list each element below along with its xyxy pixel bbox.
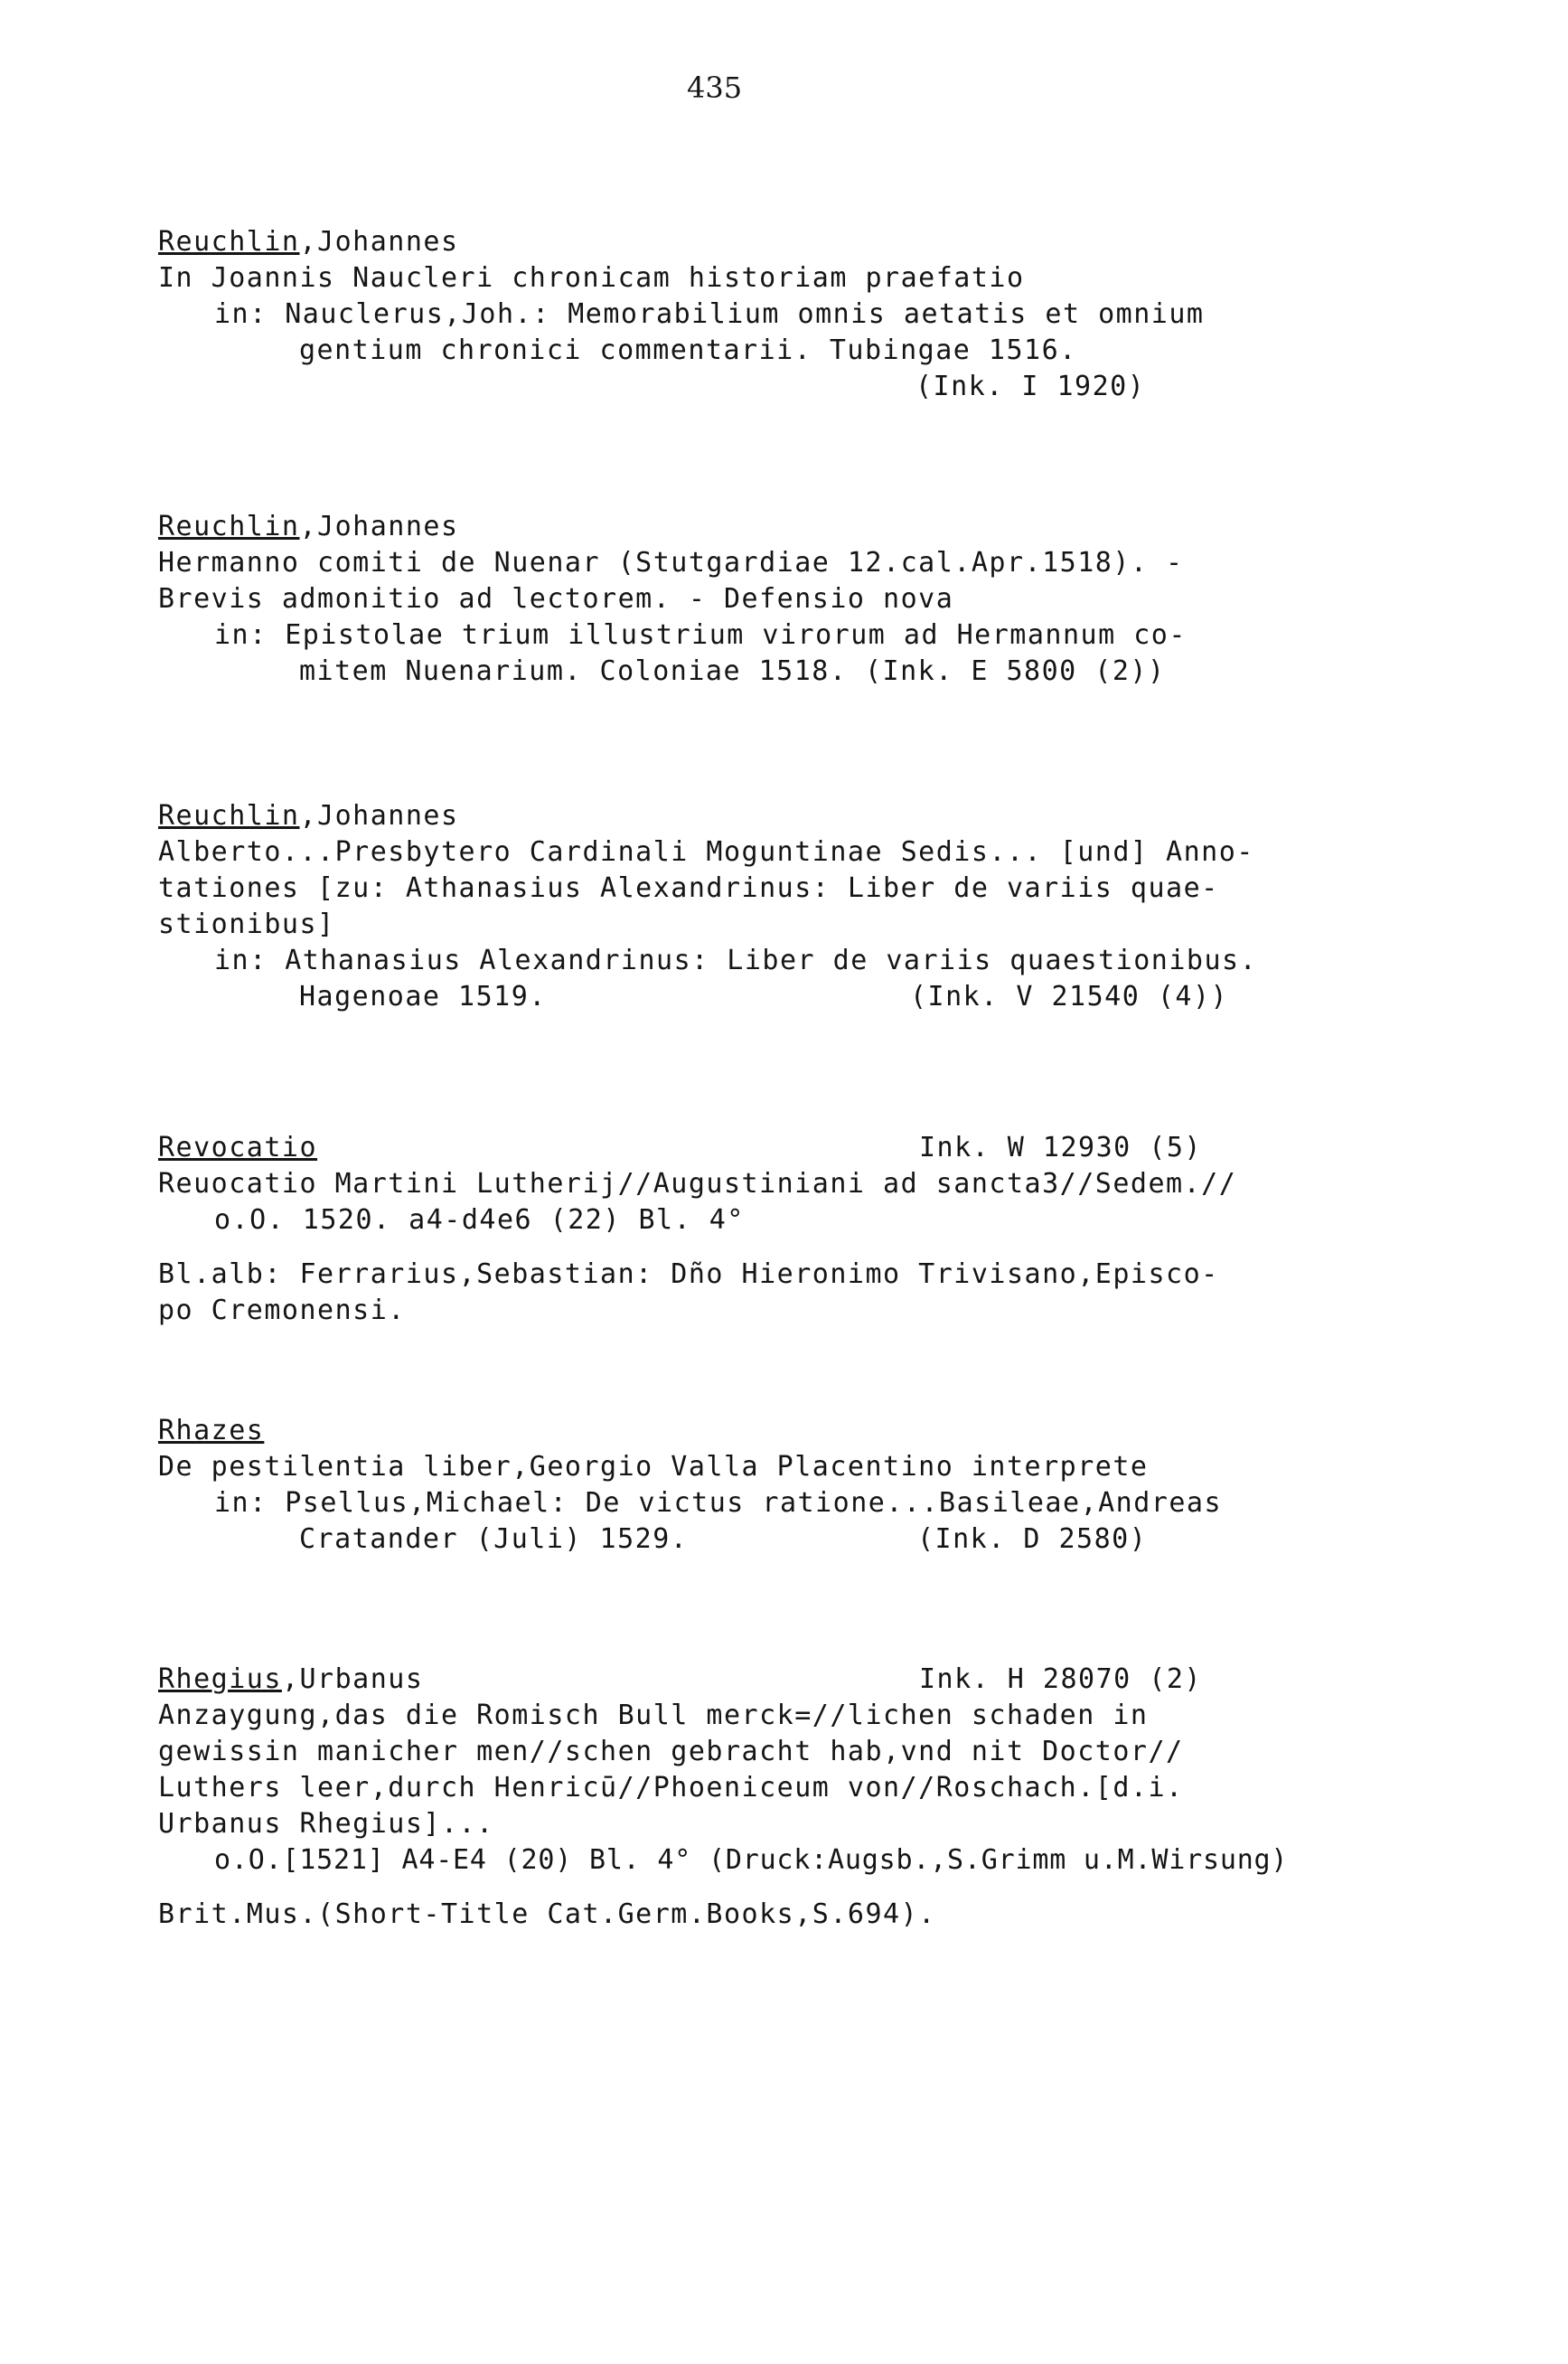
entry-line: o.O. 1520. a4-d4e6 (22) Bl. 4°	[214, 1204, 745, 1236]
entry-heading	[158, 1130, 1360, 1166]
heading-name: Revocatio	[158, 1132, 318, 1163]
heading-name: Reuchlin	[158, 800, 300, 832]
shelf-mark: (Ink. V 21540 (4))	[910, 981, 1229, 1012]
entry-heading	[158, 798, 1360, 834]
entry-heading	[158, 224, 1360, 260]
entry-heading	[158, 1413, 1360, 1449]
heading-rest: ,Johannes	[299, 511, 459, 542]
catalog-entry	[158, 224, 1360, 405]
entry-line	[158, 1521, 1360, 1558]
entry-line: Hermanno comiti de Nuenar (Stutgardiae 12.cal.Apr.1518). -	[158, 547, 1184, 579]
catalog-entry	[158, 1413, 1360, 1558]
entry-line: po Cremonensi.	[158, 1295, 406, 1326]
entry-line: in: Psellus,Michael: De victus ratione...Basileae,Andreas	[214, 1487, 1223, 1519]
shelf-mark: Ink. H 28070 (2)	[919, 1663, 1202, 1695]
entry-line: Anzaygung,das die Romisch Bull merck=//lichen schaden in	[158, 1700, 1149, 1731]
entry-heading	[158, 509, 1360, 545]
entry-line: (Ink. I 1920)	[915, 371, 1146, 402]
entry-line: De pestilentia liber,Georgio Valla Placentino interprete	[158, 1451, 1149, 1483]
entry-line: In Joannis Naucleri chronicam historiam praefatio	[158, 262, 1025, 294]
entry-line: Bl.alb: Ferrarius,Sebastian: Dño Hieronimo Trivisano,Episco-	[158, 1258, 1219, 1290]
catalog-entry	[158, 798, 1360, 1015]
heading-name: Rhegius	[158, 1663, 282, 1695]
entry-line: Urbanus Rhegius]...	[158, 1808, 494, 1840]
entry-line: o.O.[1521] A4-E4 (20) Bl. 4° (Druck:Augsb.,S.Grimm u.M.Wirsung)	[214, 1844, 1289, 1876]
shelf-mark: (Ink. D 2580)	[917, 1523, 1148, 1555]
heading-rest: ,Johannes	[299, 800, 459, 832]
catalog-entry	[158, 509, 1360, 690]
entry-line: gewissin manicher men//schen gebracht hab,vnd nit Doctor//	[158, 1736, 1184, 1767]
entry-line: Brevis admonitio ad lectorem. - Defensio nova	[158, 583, 954, 615]
heading-rest: ,Urbanus	[281, 1663, 424, 1695]
entry-line: in: Epistolae trium illustrium virorum ad Hermannum co-	[214, 619, 1187, 651]
entry-line	[158, 979, 1360, 1015]
entry-line: Luthers leer,durch Henricū//Phoeniceum von//Roschach.[d.i.	[158, 1772, 1184, 1804]
entry-line: gentium chronici commentarii. Tubingae 1516.	[299, 334, 1077, 366]
entry-line-text: Cratander (Juli) 1529.	[299, 1523, 689, 1555]
heading-name: Reuchlin	[158, 226, 300, 258]
spacer	[158, 1879, 1360, 1897]
entry-line: tationes [zu: Athanasius Alexandrinus: Liber de variis quae-	[158, 872, 1219, 904]
entry-line: in: Nauclerus,Joh.: Memorabilium omnis aetatis et omnium	[214, 298, 1205, 330]
entry-line: Reuocatio Martini Lutherij//Augustiniani ad sancta3//Sedem.//	[158, 1168, 1237, 1200]
shelf-mark: Ink. W 12930 (5)	[919, 1132, 1202, 1163]
catalog-entry	[158, 1662, 1360, 1933]
entry-line: in: Athanasius Alexandrinus: Liber de variis quaestionibus.	[214, 945, 1258, 976]
entry-heading	[158, 1662, 1360, 1698]
entry-line: stionibus]	[158, 909, 335, 940]
entry-line-text: Hagenoae 1519.	[299, 981, 547, 1012]
heading-rest: ,Johannes	[299, 226, 459, 258]
entry-line: Brit.Mus.(Short-Title Cat.Germ.Books,S.694).	[158, 1898, 936, 1930]
heading-name: Reuchlin	[158, 511, 300, 542]
entry-line: mitem Nuenarium. Coloniae 1518. (Ink. E 5800 (2))	[299, 655, 1166, 687]
entry-line: Alberto...Presbytero Cardinali Moguntinae Sedis... [und] Anno-	[158, 836, 1254, 868]
spacer	[158, 1239, 1360, 1257]
heading-name: Rhazes	[158, 1415, 265, 1446]
page-number: 435	[687, 71, 743, 105]
catalog-entry	[158, 1130, 1360, 1329]
